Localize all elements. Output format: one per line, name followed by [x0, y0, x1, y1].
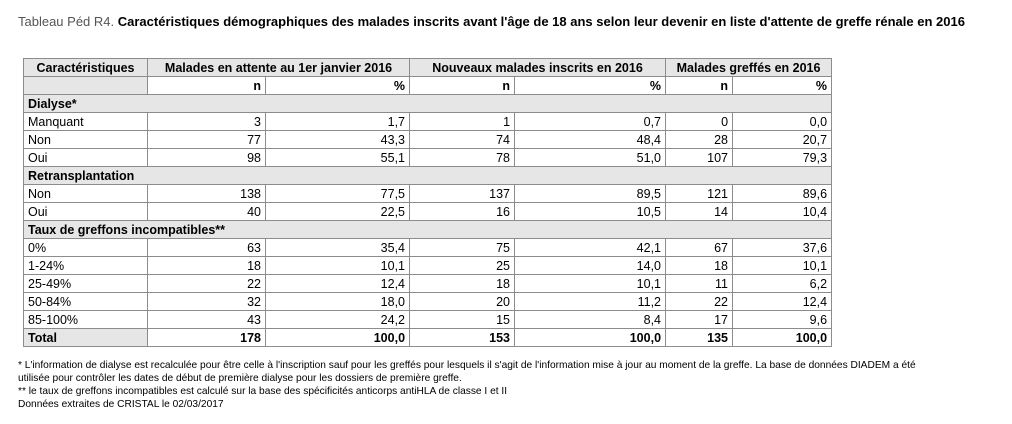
- cell-percent: 1,7: [266, 113, 410, 131]
- cell-count: 74: [410, 131, 515, 149]
- header-group-waiting: Malades en attente au 1er janvier 2016: [148, 59, 410, 77]
- cell-percent: 11,2: [515, 293, 666, 311]
- cell-percent: 10,1: [266, 257, 410, 275]
- footnote-line: Données extraites de CRISTAL le 02/03/2017: [18, 399, 224, 410]
- cell-count: 14: [666, 203, 733, 221]
- row-label: 0%: [24, 239, 148, 257]
- cell-percent: 35,4: [266, 239, 410, 257]
- section-title: Taux de greffons incompatibles**: [24, 221, 832, 239]
- cell-count: 1: [410, 113, 515, 131]
- cell-count: 17: [666, 311, 733, 329]
- cell-count: 18: [148, 257, 266, 275]
- table-row: [24, 275, 832, 293]
- cell-percent: 0,7: [515, 113, 666, 131]
- cell-count: 3: [148, 113, 266, 131]
- cell-count: 138: [148, 185, 266, 203]
- cell-count: 15: [410, 311, 515, 329]
- total-row: [24, 329, 832, 347]
- cell-count: 20: [410, 293, 515, 311]
- cell-count: 77: [148, 131, 266, 149]
- footnote-line: utilisée pour contrôler les dates de début de première dialyse pour les dossiers de première greffe.: [18, 373, 462, 384]
- subheader-pct: %: [266, 77, 410, 95]
- subheader-blank: [24, 77, 148, 95]
- cell-count: 18: [666, 257, 733, 275]
- cell-percent: 89,5: [515, 185, 666, 203]
- cell-count: 121: [666, 185, 733, 203]
- cell-count: 0: [666, 113, 733, 131]
- cell-count: 137: [410, 185, 515, 203]
- total-count: 178: [148, 329, 266, 347]
- header-group-new: Nouveaux malades inscrits en 2016: [410, 59, 666, 77]
- table-caption: Caractéristiques démographiques des malades inscrits avant l'âge de 18 ans selon leur devenir en liste d'attente de greffe rénale en 2016: [117, 14, 965, 29]
- cell-count: 32: [148, 293, 266, 311]
- data-table: [23, 58, 832, 347]
- table-row: [24, 113, 832, 131]
- cell-percent: 77,5: [266, 185, 410, 203]
- cell-percent: 10,1: [733, 257, 832, 275]
- cell-percent: 12,4: [733, 293, 832, 311]
- cell-percent: 20,7: [733, 131, 832, 149]
- cell-count: 43: [148, 311, 266, 329]
- cell-percent: 24,2: [266, 311, 410, 329]
- cell-percent: 10,4: [733, 203, 832, 221]
- table-row: [24, 311, 832, 329]
- cell-percent: 10,5: [515, 203, 666, 221]
- cell-count: 22: [148, 275, 266, 293]
- subheader-pct: %: [515, 77, 666, 95]
- cell-percent: 51,0: [515, 149, 666, 167]
- row-label: Manquant: [24, 113, 148, 131]
- row-label: 85-100%: [24, 311, 148, 329]
- cell-percent: 43,3: [266, 131, 410, 149]
- subheader-row: [24, 77, 832, 95]
- cell-count: 40: [148, 203, 266, 221]
- total-percent: 100,0: [733, 329, 832, 347]
- cell-count: 11: [666, 275, 733, 293]
- cell-count: 98: [148, 149, 266, 167]
- cell-count: 28: [666, 131, 733, 149]
- footnotes: [18, 359, 1003, 411]
- table-title: [18, 14, 1003, 30]
- cell-percent: 12,4: [266, 275, 410, 293]
- cell-percent: 14,0: [515, 257, 666, 275]
- table-row: [24, 239, 832, 257]
- cell-percent: 8,4: [515, 311, 666, 329]
- cell-percent: 6,2: [733, 275, 832, 293]
- cell-count: 67: [666, 239, 733, 257]
- cell-percent: 79,3: [733, 149, 832, 167]
- cell-percent: 0,0: [733, 113, 832, 131]
- cell-percent: 10,1: [515, 275, 666, 293]
- cell-percent: 89,6: [733, 185, 832, 203]
- cell-count: 75: [410, 239, 515, 257]
- header-characteristics: Caractéristiques: [24, 59, 148, 77]
- row-label: 1-24%: [24, 257, 148, 275]
- cell-percent: 55,1: [266, 149, 410, 167]
- table-row: [24, 203, 832, 221]
- total-percent: 100,0: [266, 329, 410, 347]
- cell-percent: 42,1: [515, 239, 666, 257]
- table-row: [24, 293, 832, 311]
- section-title: Retransplantation: [24, 167, 832, 185]
- header-group-grafted: Malades greffés en 2016: [666, 59, 832, 77]
- subheader-n: n: [148, 77, 266, 95]
- table-number: Tableau Péd R4.: [18, 14, 115, 29]
- section-title: Dialyse*: [24, 95, 832, 113]
- cell-count: 63: [148, 239, 266, 257]
- cell-count: 16: [410, 203, 515, 221]
- section-row: [24, 221, 832, 239]
- table-row: [24, 131, 832, 149]
- row-label: Oui: [24, 149, 148, 167]
- table-row: [24, 185, 832, 203]
- cell-count: 22: [666, 293, 733, 311]
- cell-percent: 9,6: [733, 311, 832, 329]
- section-row: [24, 167, 832, 185]
- cell-percent: 22,5: [266, 203, 410, 221]
- table-row: [24, 257, 832, 275]
- table-row: [24, 149, 832, 167]
- cell-count: 107: [666, 149, 733, 167]
- row-label: Non: [24, 185, 148, 203]
- total-percent: 100,0: [515, 329, 666, 347]
- header-row: [24, 59, 832, 77]
- cell-percent: 48,4: [515, 131, 666, 149]
- subheader-n: n: [410, 77, 515, 95]
- total-count: 153: [410, 329, 515, 347]
- row-label: 25-49%: [24, 275, 148, 293]
- row-label: Non: [24, 131, 148, 149]
- total-label: Total: [24, 329, 148, 347]
- footnote-line: ** le taux de greffons incompatibles est calculé sur la base des spécificités anticorps antiHLA de classe I et II: [18, 386, 508, 397]
- cell-count: 18: [410, 275, 515, 293]
- subheader-n: n: [666, 77, 733, 95]
- footnote-line: * L'information de dialyse est recalculée pour être celle à l'inscription sauf pour les greffés pour lesquels il s'agit de l'information mise à jour au moment de la greffe. La base de données DIADEM a été: [18, 360, 916, 371]
- row-label: 50-84%: [24, 293, 148, 311]
- cell-count: 78: [410, 149, 515, 167]
- cell-count: 25: [410, 257, 515, 275]
- section-row: [24, 95, 832, 113]
- row-label: Oui: [24, 203, 148, 221]
- total-count: 135: [666, 329, 733, 347]
- cell-percent: 18,0: [266, 293, 410, 311]
- subheader-pct: %: [733, 77, 832, 95]
- cell-percent: 37,6: [733, 239, 832, 257]
